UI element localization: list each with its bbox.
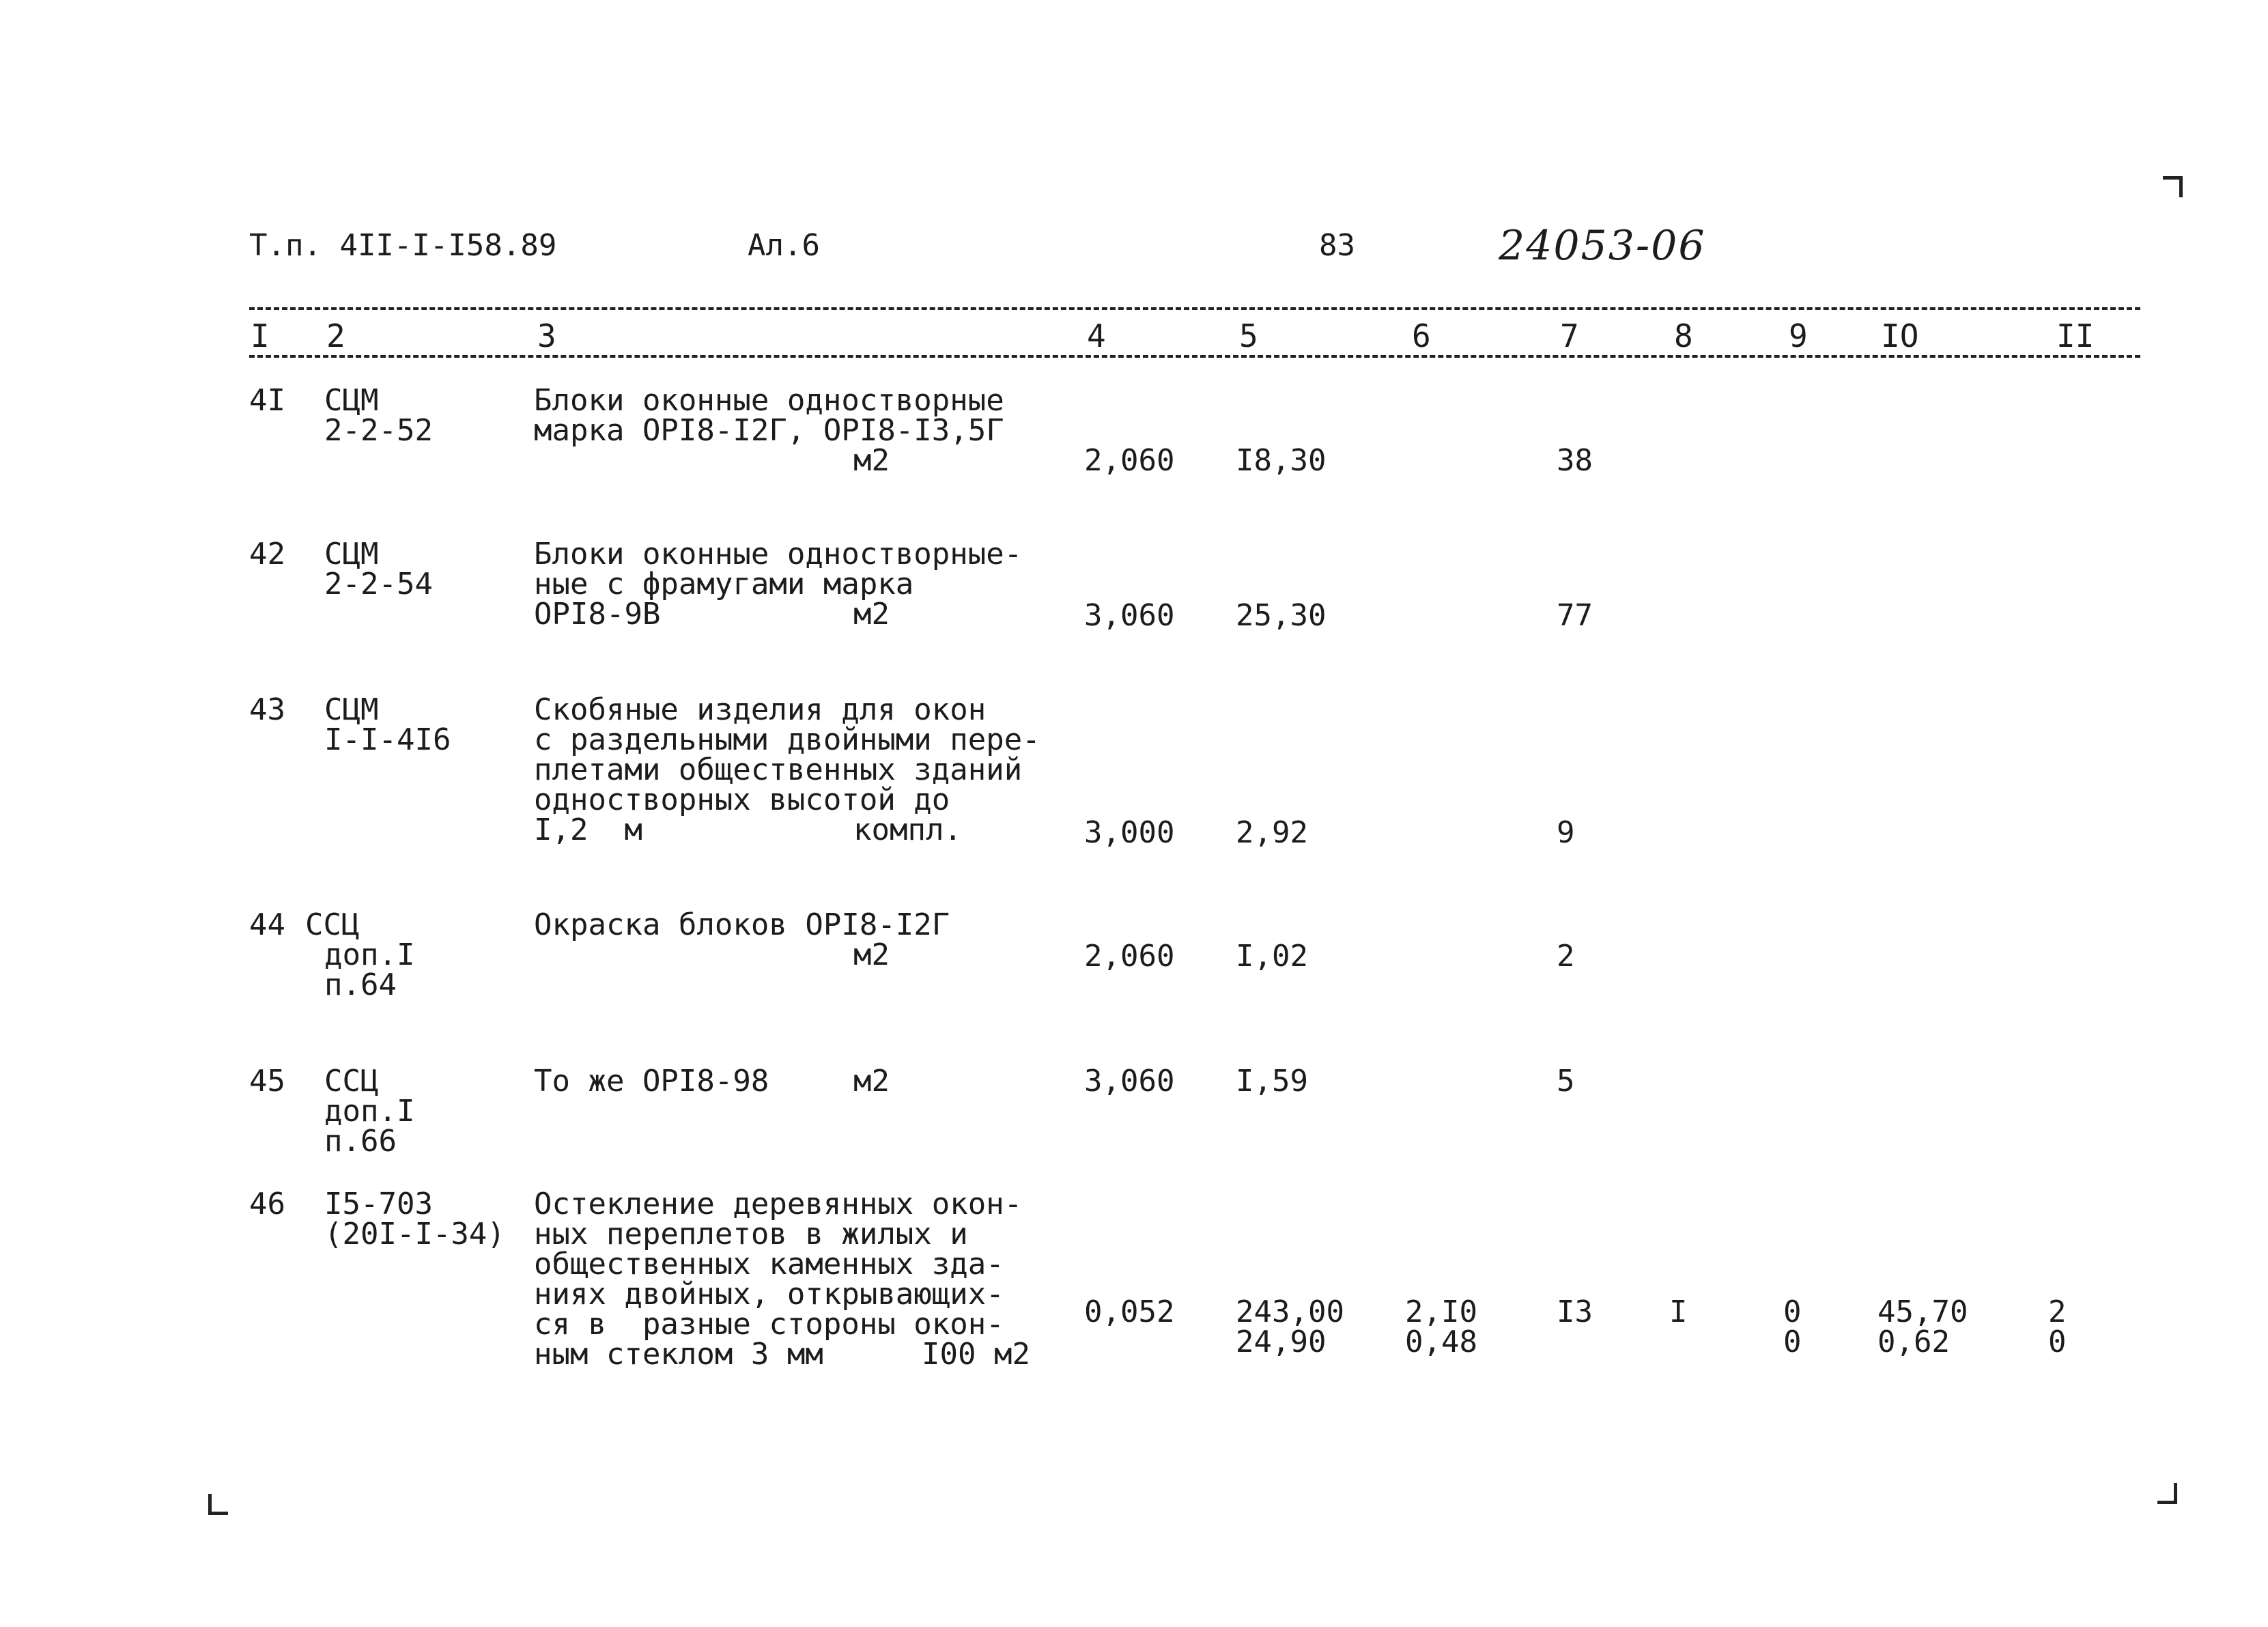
description: Остекление деревянных окон- (534, 1187, 1023, 1221)
rate-code: СЦМ (324, 537, 379, 571)
quantity: 3,000 (1084, 815, 1175, 850)
total-cost: I3 (1557, 1294, 1593, 1329)
total-cost: 2 (1557, 939, 1575, 974)
rate-code: п.66 (324, 1124, 397, 1159)
row-number: 45 (249, 1064, 285, 1099)
column-header: 7 (1560, 317, 1579, 354)
rate-code: 2-2-52 (324, 413, 433, 448)
quantity: 3,060 (1084, 1064, 1175, 1099)
rate-code: ССЦ (305, 907, 360, 942)
page-number: 83 (1319, 228, 1355, 263)
quantity: 3,060 (1084, 598, 1175, 633)
column-header: I (251, 317, 270, 354)
rate-code: СЦМ (324, 692, 379, 727)
unit-cost: I8,30 (1236, 443, 1327, 478)
labor-per-unit-machinists: 0,62 (1877, 1325, 1950, 1359)
total-cost: 77 (1557, 598, 1593, 633)
description: I,2 м (534, 812, 642, 847)
unit-cost: 25,30 (1236, 598, 1327, 633)
row-number: 4I (249, 383, 285, 418)
description: одностворных высотой до (534, 782, 950, 817)
unit-cost: 2,92 (1236, 815, 1308, 850)
description: ниях двойных, открывающих- (534, 1277, 1004, 1312)
labor-total-machinists: 0 (2048, 1325, 2067, 1359)
machine-total: 0 (1783, 1294, 1802, 1329)
description: ным стеклом 3 мм (534, 1337, 823, 1372)
total-cost: 38 (1557, 443, 1593, 478)
row-number: 43 (249, 692, 285, 727)
column-header: 6 (1412, 317, 1431, 354)
header-rule-bottom (249, 355, 2140, 358)
row-number: 42 (249, 537, 285, 571)
description: Скобяные изделия для окон (534, 692, 987, 727)
description: общественных каменных зда- (534, 1247, 1004, 1282)
unit: м2 (853, 443, 890, 478)
album-number: Ал.6 (748, 228, 820, 263)
description: ОРI8-9В (534, 597, 661, 632)
description: с раздельными двойными пере- (534, 722, 1040, 757)
rate-code: доп.I (324, 1094, 415, 1129)
rate-code: 2-2-54 (324, 567, 433, 602)
rate-code: ССЦ (324, 1064, 379, 1099)
column-header: 9 (1789, 317, 1808, 354)
column-header: IO (1881, 317, 1919, 354)
quantity: 2,060 (1084, 443, 1175, 478)
quantity: 0,052 (1084, 1294, 1175, 1329)
unit: м2 (853, 1064, 890, 1099)
rate-code: доп.I (324, 937, 415, 972)
unit: I00 м2 (922, 1337, 1030, 1372)
rate-code: СЦМ (324, 383, 379, 418)
column-header: II (2056, 317, 2095, 354)
corner-mark-bottom-right (2157, 1483, 2177, 1504)
rate-code: п.64 (324, 967, 397, 1002)
column-header: 2 (326, 317, 345, 354)
unit-cost-wages: 24,90 (1236, 1325, 1327, 1359)
description: Блоки оконные одностворные- (534, 537, 1023, 571)
column-header: 4 (1087, 317, 1106, 354)
rate-code: I-I-4I6 (324, 722, 451, 757)
labor-per-unit: 45,70 (1877, 1294, 1968, 1329)
inventory-number: 24053-06 (1499, 222, 1706, 270)
total-wages: I (1669, 1294, 1688, 1329)
corner-mark-top-right (2163, 176, 2183, 197)
corner-mark-bottom-left (208, 1494, 228, 1515)
header-rule-top (249, 307, 2140, 310)
doc-code: Т.п. 4II-I-I58.89 (249, 228, 557, 263)
column-header: 3 (537, 317, 556, 354)
total-cost: 9 (1557, 815, 1575, 850)
unit-cost: I,02 (1236, 939, 1308, 974)
unit: м2 (853, 597, 890, 632)
column-header: 5 (1239, 317, 1258, 354)
description: То же ОРI8-98 (534, 1064, 769, 1099)
rate-code: I5-703 (324, 1187, 433, 1221)
description: марка ОРI8-I2Г, ОРI8-I3,5Г (534, 413, 1004, 448)
description: Окраска блоков ОРI8-I2Г (534, 907, 950, 942)
unit-cost: I,59 (1236, 1064, 1308, 1099)
quantity: 2,060 (1084, 939, 1175, 974)
labor-total: 2 (2048, 1294, 2067, 1329)
description: ся в разные стороны окон- (534, 1307, 1004, 1342)
column-header: 8 (1674, 317, 1693, 354)
unit: м2 (853, 937, 890, 972)
machine-cost-wages: 0,48 (1405, 1325, 1477, 1359)
row-number: 44 (249, 907, 285, 942)
total-cost: 5 (1557, 1064, 1575, 1099)
rate-code: (20I-I-34) (324, 1217, 505, 1251)
unit-cost: 243,00 (1236, 1294, 1344, 1329)
machine-cost: 2,I0 (1405, 1294, 1477, 1329)
description: плетами общественных зданий (534, 752, 1023, 787)
row-number: 46 (249, 1187, 285, 1221)
description: Блоки оконные одностворные (534, 383, 1004, 418)
unit: компл. (853, 812, 962, 847)
description: ные с фрамугами марка (534, 567, 914, 602)
machine-total-wages: 0 (1783, 1325, 1802, 1359)
description: ных переплетов в жилых и (534, 1217, 968, 1251)
